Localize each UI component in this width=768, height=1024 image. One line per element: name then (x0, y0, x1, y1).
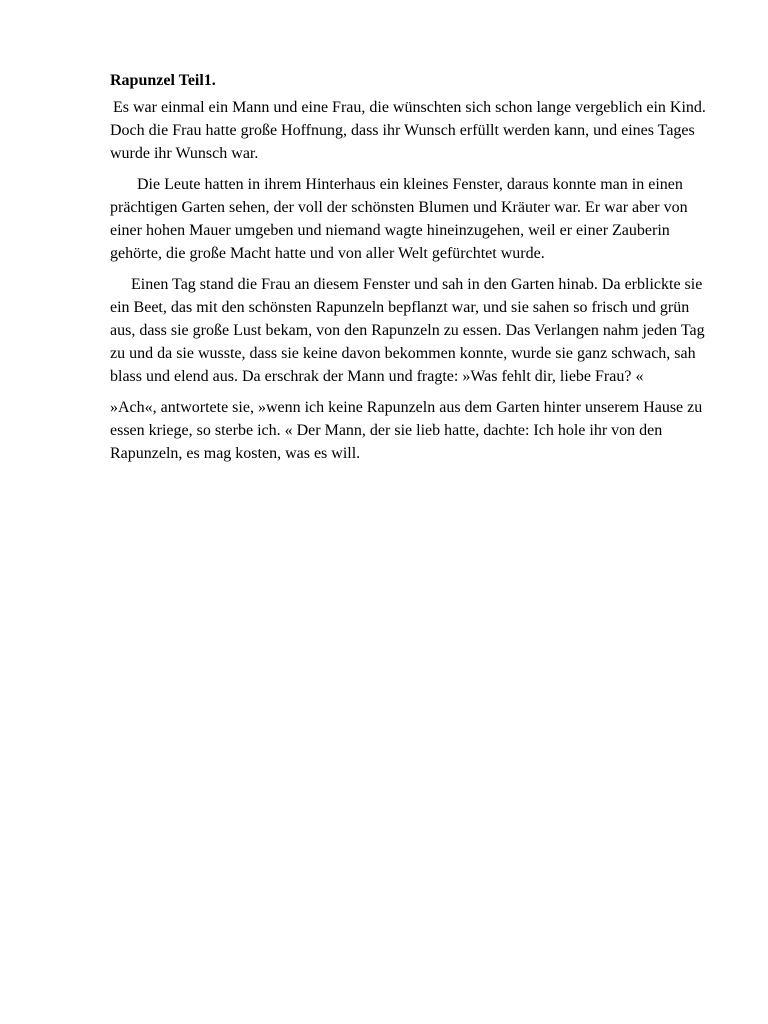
paragraph-4: »Ach«, antwortete sie, »wenn ich keine Rapunzeln aus dem Garten hinter unserem Hause zu essen kriege, so sterbe ich. « Der Mann, der sie lieb hatte, dachte: Ich hole ihr von den Rapunzeln, es mag kosten, was es will. (110, 399, 703, 462)
paragraph-2: Die Leute hatten in ihrem Hinterhaus ein kleines Fenster, daraus konnte man in einen prächtigen Garten sehen, der voll der schönsten Blumen und Kräuter war. Er war aber von einer hohen Mauer umgeben und niemand wagte hineinzugehen, weil er einer Zauberin gehörte, die große Macht hatte und von aller Welt gefürchtet wurde. (110, 176, 688, 262)
document-body (110, 70, 716, 473)
paragraph-3: Einen Tag stand die Frau an diesem Fenster und sah in den Garten hinab. Da erblickte sie ein Beet, das mit den schönsten Rapunzeln bepflanzt war, und sie sahen so frisch und grün aus, dass sie große Lust bekam, von den Rapunzeln zu essen. Das Verlangen nahm jeden Tag zu und da sie wusste, dass sie keine davon bekommen konnte, wurde sie ganz schwach, sah blass und elend aus. Da erschrak der Mann und fragte: »Was fehlt dir, liebe Frau? « (110, 276, 705, 385)
paragraph-1: Es war einmal ein Mann und eine Frau, die wünschten sich schon lange vergeblich ein Kind. Doch die Frau hatte große Hoffnung, dass ihr Wunsch erfüllt werden kann, und eines Tages wurde ihr Wunsch war. (110, 99, 706, 162)
document-title: Rapunzel Teil1. (110, 72, 216, 89)
